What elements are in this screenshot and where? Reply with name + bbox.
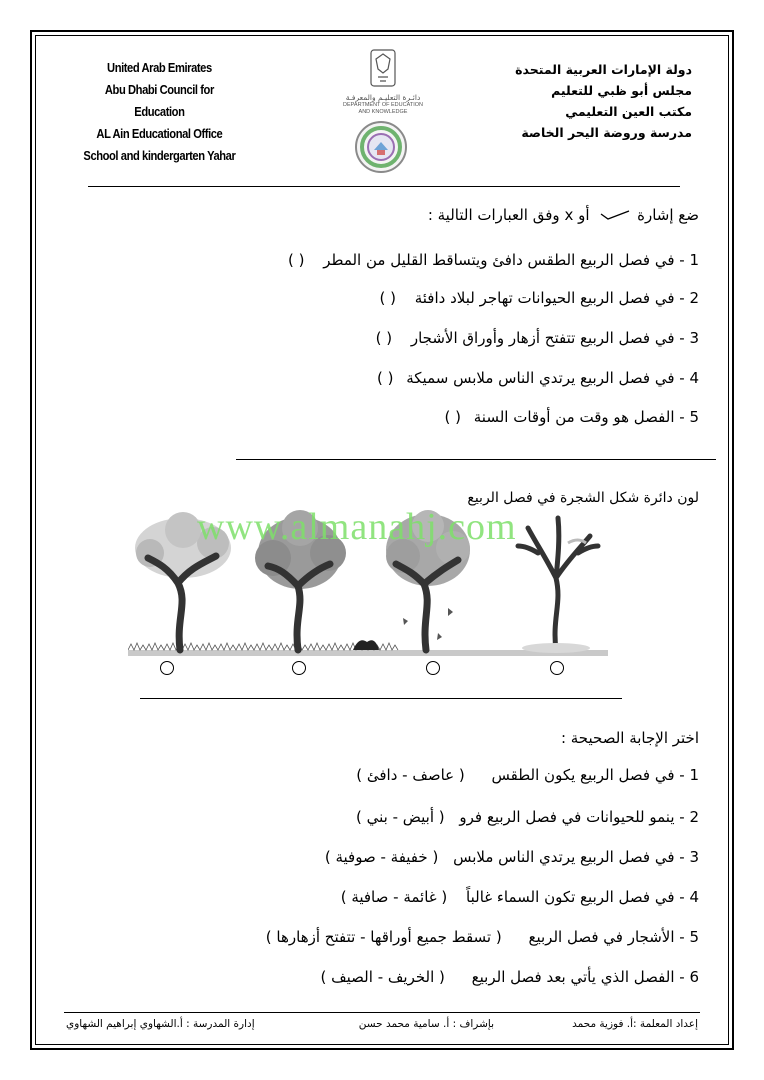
education-department-logo (338, 47, 428, 116)
mc-item (341, 888, 699, 906)
mc-options[interactable]: ( عاصف - دافئ ) (356, 766, 465, 784)
header-english-line: AL Ain Educational Office (96, 126, 223, 141)
logo-text-en: AND KNOWLEDGE (358, 109, 408, 115)
header-arabic-line: مدرسة وروضة اليحر الخاصة (521, 125, 692, 140)
tf-answer-box[interactable]: ( ) (375, 329, 393, 347)
logo-text-arabic: دائـرة التعليـم والمعرفـة (345, 93, 421, 102)
tf-answer-box[interactable]: ( ) (376, 369, 394, 387)
section1-divider (236, 459, 716, 460)
section1-instruction (428, 206, 699, 225)
header-english-line: Abu Dhabi Council for Education (104, 82, 214, 119)
mc-item (356, 766, 699, 784)
mc-item (321, 968, 700, 986)
tf-item-text: 4 - في فصل الربيع يرتدي الناس ملابس سميكة (406, 369, 699, 387)
header-english-line: School and kindergarten Yahar (83, 148, 236, 163)
tf-item (377, 369, 699, 387)
mc-options[interactable]: ( خفيفة - صوفية ) (324, 848, 439, 866)
school-logo (354, 120, 408, 178)
footer-teacher: إعداد المعلمة :أ. فوزية محمد (572, 1018, 698, 1030)
instruction-text: ضع إشارة (637, 206, 699, 224)
section2-instruction: لون دائرة شكل الشجرة في فصل الربيع (467, 490, 699, 506)
tree-winter (518, 518, 598, 653)
tf-answer-box[interactable]: ( ) (444, 408, 461, 426)
mc-item-text: 5 - الأشجار في فصل الربيع (528, 928, 699, 946)
header-arabic-line: دولة الإمارات العربية المتحدة (515, 62, 692, 77)
tree-choice-circle[interactable] (426, 661, 440, 675)
tf-item (288, 251, 699, 269)
tf-item (444, 408, 699, 426)
header-english-line: United Arab Emirates (107, 60, 212, 75)
mc-item-text: 2 - ينمو للحيوانات في فصل الربيع فرو (459, 808, 699, 826)
tf-item (376, 329, 699, 347)
tf-item-text: 5 - الفصل هو وقت من أوقات السنة (473, 408, 699, 426)
tf-item-text: 1 - في فصل الربيع الطقس دافئ ويتساقط القليل من المطر (323, 251, 699, 269)
mc-item-text: 3 - في فصل الربيع يرتدي الناس ملابس (453, 848, 699, 866)
mc-item (266, 928, 699, 946)
tree-choice-circle[interactable] (160, 661, 174, 675)
header-english (82, 57, 262, 167)
falcon-emblem-icon (368, 47, 398, 89)
tf-answer-box[interactable]: ( ) (287, 251, 305, 269)
logo-text-en: DEPARTMENT OF EDUCATION (343, 102, 423, 108)
watermark: www.almanahj.com (197, 506, 517, 548)
mc-item-text: 6 - الفصل الذي يأتي بعد فصل الربيع (471, 968, 699, 986)
mc-item-text: 1 - في فصل الربيع يكون الطقس (491, 766, 699, 784)
mc-item (356, 808, 699, 826)
mc-options[interactable]: ( أبيض - بني ) (355, 808, 445, 826)
mc-options[interactable]: ( تسقط جميع أوراقها - تتفتح أزهارها ) (265, 928, 502, 946)
school-emblem-icon (354, 120, 408, 174)
tree-choice-circle[interactable] (292, 661, 306, 675)
section3-instruction: اختر الإجابة الصحيحة : (560, 729, 699, 747)
mc-item (325, 848, 699, 866)
footer-supervisor: بإشراف : أ. سامية محمد حسن (358, 1018, 494, 1030)
mc-options[interactable]: ( غائمة - صافية ) (340, 888, 448, 906)
section2-divider (140, 698, 622, 699)
footer-divider (64, 1012, 700, 1013)
tf-item (379, 289, 699, 307)
mc-options[interactable]: ( الخريف - الصيف ) (320, 968, 445, 986)
mc-item-text: 4 - في فصل الربيع تكون السماء غالباً (466, 888, 699, 906)
tf-item-text: 3 - في فصل الربيع تتفتح أزهار وأوراق الأشجار (410, 329, 699, 347)
footer-administration: إدارة المدرسة : أ.الشهاوي إبراهيم الشهاوي (66, 1018, 255, 1030)
header-arabic-line: مكتب العين التعليمي (565, 104, 692, 119)
header-divider (88, 186, 680, 187)
tf-item-text: 2 - في فصل الربيع الحيوانات تهاجر لبلاد دافئة (414, 289, 699, 307)
checkmark-icon (594, 207, 632, 225)
instruction-rest: أو x وفق العبارات التالية : (427, 206, 590, 224)
tree-choice-circle[interactable] (550, 661, 564, 675)
header-arabic-line: مجلس أبو ظبي للتعليم (551, 83, 692, 98)
tf-answer-box[interactable]: ( ) (379, 289, 396, 307)
header-arabic (492, 59, 692, 143)
